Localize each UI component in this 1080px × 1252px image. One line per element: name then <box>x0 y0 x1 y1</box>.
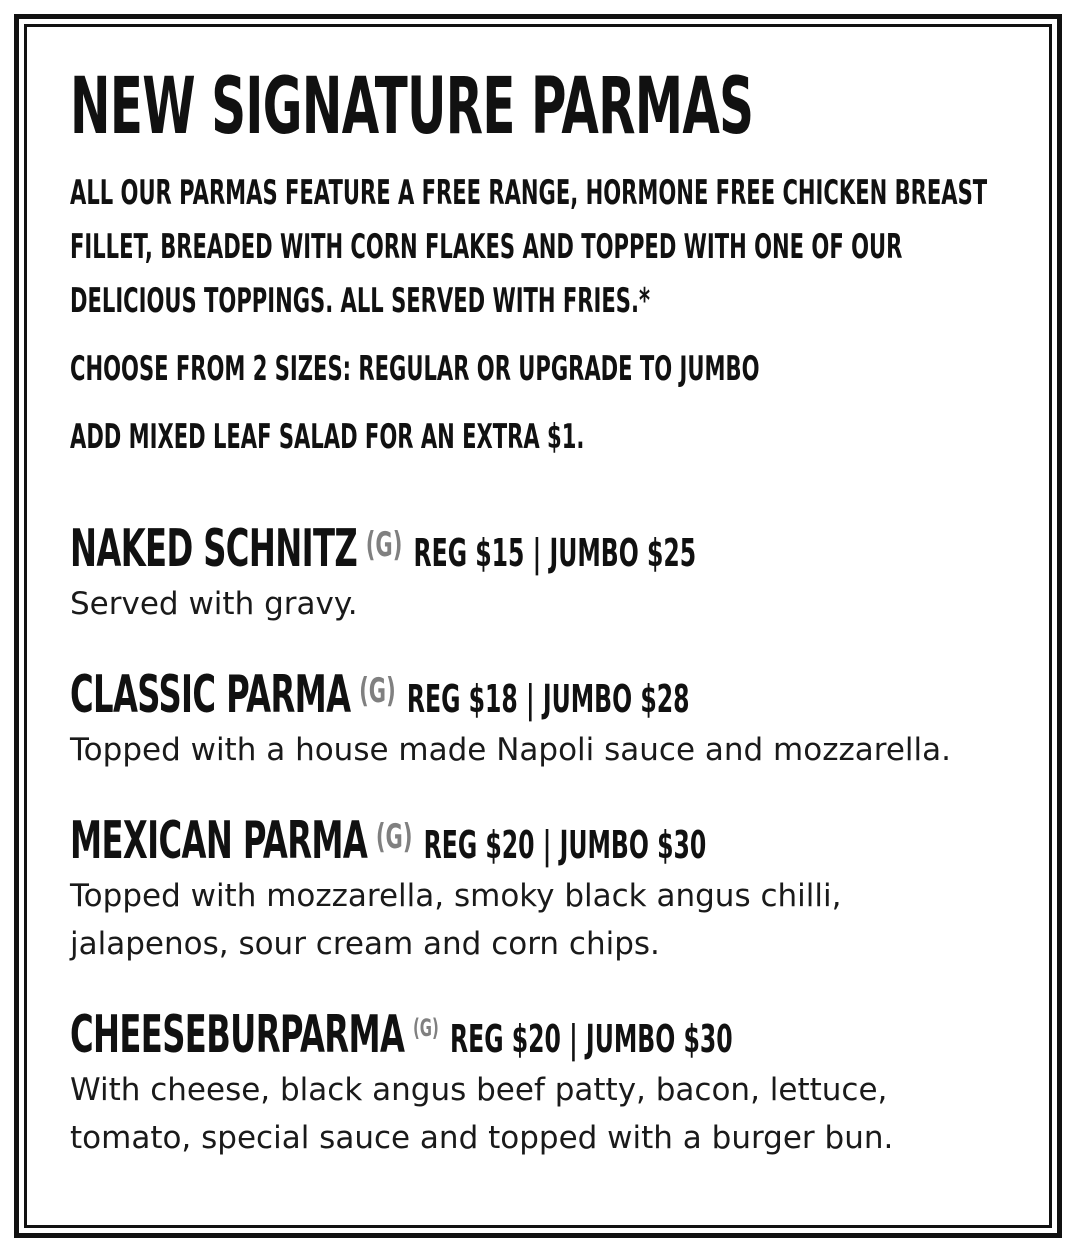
menu-panel <box>70 62 1020 1198</box>
menu-item-description <box>70 1066 1020 1162</box>
salad-note: ADD MIXED LEAF SALAD FOR AN EXTRA $1. <box>70 417 585 457</box>
gluten-tag: (G) <box>375 817 413 857</box>
description-line: jalapenos, sour cream and corn chips. <box>70 926 660 962</box>
menu-item-naked-schnitz <box>70 518 1020 628</box>
menu-item-header <box>70 664 1031 726</box>
description-line: tomato, special sauce and topped with a burger bun. <box>70 1120 894 1156</box>
description-line: With cheese, black angus beef patty, bacon, lettuce, <box>70 1072 888 1108</box>
description-line: Topped with mozzarella, smoky black angus chilli, <box>70 878 842 914</box>
menu-item-mexican-parma <box>70 810 1020 968</box>
menu-item-price: REG $15 | JUMBO $25 <box>413 531 697 575</box>
description-line: Served with gravy. <box>70 586 358 622</box>
description-line: Topped with a house made Napoli sauce and mozzarella. <box>70 732 951 768</box>
menu-item-header <box>70 1004 1031 1066</box>
gluten-tag: (G) <box>365 525 403 565</box>
menu-item-cheeseburparma <box>70 1004 1020 1162</box>
intro-line: FILLET, BREADED WITH CORN FLAKES AND TOPPED WITH ONE OF OUR <box>70 227 903 267</box>
menu-item-description <box>70 580 1020 628</box>
menu-item-price: REG $18 | JUMBO $28 <box>406 677 690 721</box>
intro-paragraph <box>70 166 1020 328</box>
menu-items-list <box>70 518 1020 1162</box>
menu-item-price: REG $20 | JUMBO $30 <box>449 1017 733 1061</box>
menu-item-name: NAKED SCHNITZ <box>70 519 358 579</box>
menu-item-description <box>70 872 1020 968</box>
menu-item-name: MEXICAN PARMA <box>70 811 368 871</box>
menu-title: NEW SIGNATURE PARMAS <box>70 62 754 152</box>
menu-item-description <box>70 726 1020 774</box>
gluten-tag: (G) <box>359 671 396 711</box>
menu-item-header <box>70 518 1031 580</box>
menu-item-name: CLASSIC PARMA <box>70 665 351 725</box>
sizes-note: CHOOSE FROM 2 SIZES: REGULAR OR UPGRADE TO JUMBO <box>70 349 760 389</box>
intro-line: DELICIOUS TOPPINGS. ALL SERVED WITH FRIES.* <box>70 281 650 321</box>
menu-item-classic-parma <box>70 664 1020 774</box>
menu-item-header <box>70 810 1031 872</box>
intro-line: ALL OUR PARMAS FEATURE A FREE RANGE, HORMONE FREE CHICKEN BREAST <box>70 173 988 213</box>
menu-item-name: CHEESEBURPARMA <box>70 1005 405 1065</box>
gluten-tag: (G) <box>412 1014 439 1042</box>
menu-item-price: REG $20 | JUMBO $30 <box>423 823 707 867</box>
